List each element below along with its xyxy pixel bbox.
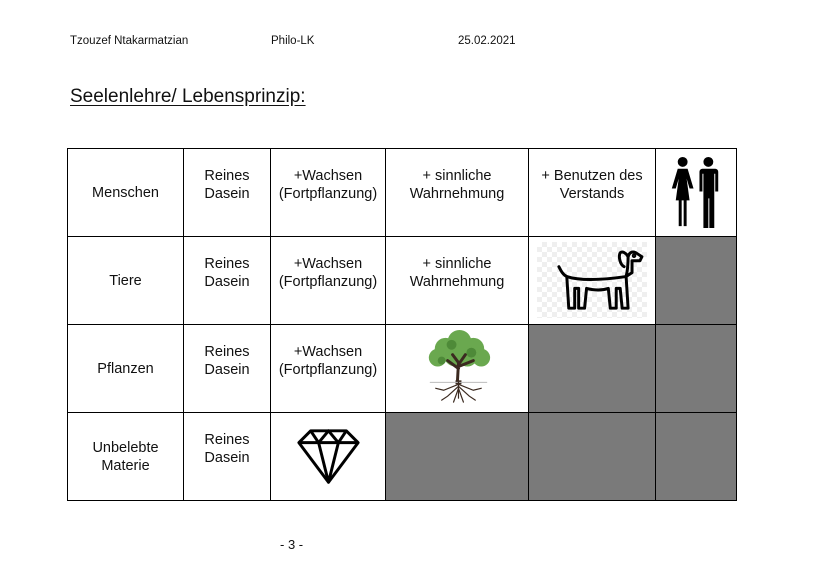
- shaded-cell: [656, 325, 737, 413]
- row-label: Unbelebte Materie: [68, 413, 184, 501]
- table-cell: + sinnliche Wahrnehmung: [386, 237, 529, 325]
- table-row-menschen: [68, 149, 737, 237]
- table-row-tiere: [68, 237, 737, 325]
- dog-icon: [529, 237, 655, 324]
- page-number: - 3 -: [280, 537, 304, 552]
- image-cell: [529, 237, 656, 325]
- table-row-unbelebte-materie: [68, 413, 737, 501]
- page-title: Seelenlehre/ Lebensprinzip:: [70, 86, 306, 107]
- author-name: Tzouzef Ntakarmatzian: [70, 35, 189, 47]
- row-label: Tiere: [68, 237, 184, 325]
- row-label: Pflanzen: [68, 325, 184, 413]
- table-cell: +Wachsen (Fortpflanzung): [271, 149, 386, 237]
- diamond-icon: [271, 413, 385, 500]
- shaded-cell: [386, 413, 529, 501]
- table-cell: Reines Dasein: [184, 149, 271, 237]
- table-cell: + sinnliche Wahrnehmung: [386, 149, 529, 237]
- image-cell: [386, 325, 529, 413]
- table-cell: + Benutzen des Verstands: [529, 149, 656, 237]
- table-cell: Reines Dasein: [184, 325, 271, 413]
- soul-levels-table: [67, 148, 737, 501]
- document-date: 25.02.2021: [458, 35, 516, 47]
- people-icon: [656, 149, 736, 236]
- table-cell: +Wachsen (Fortpflanzung): [271, 237, 386, 325]
- image-cell: [656, 149, 737, 237]
- tree-icon: [386, 325, 528, 412]
- shaded-cell: [656, 237, 737, 325]
- table-cell: +Wachsen (Fortpflanzung): [271, 325, 386, 413]
- course-name: Philo-LK: [271, 35, 315, 47]
- table-cell: Reines Dasein: [184, 237, 271, 325]
- table-row-pflanzen: [68, 325, 737, 413]
- shaded-cell: [529, 413, 656, 501]
- row-label: Menschen: [68, 149, 184, 237]
- shaded-cell: [656, 413, 737, 501]
- image-cell: [271, 413, 386, 501]
- shaded-cell: [529, 325, 656, 413]
- table-cell: Reines Dasein: [184, 413, 271, 501]
